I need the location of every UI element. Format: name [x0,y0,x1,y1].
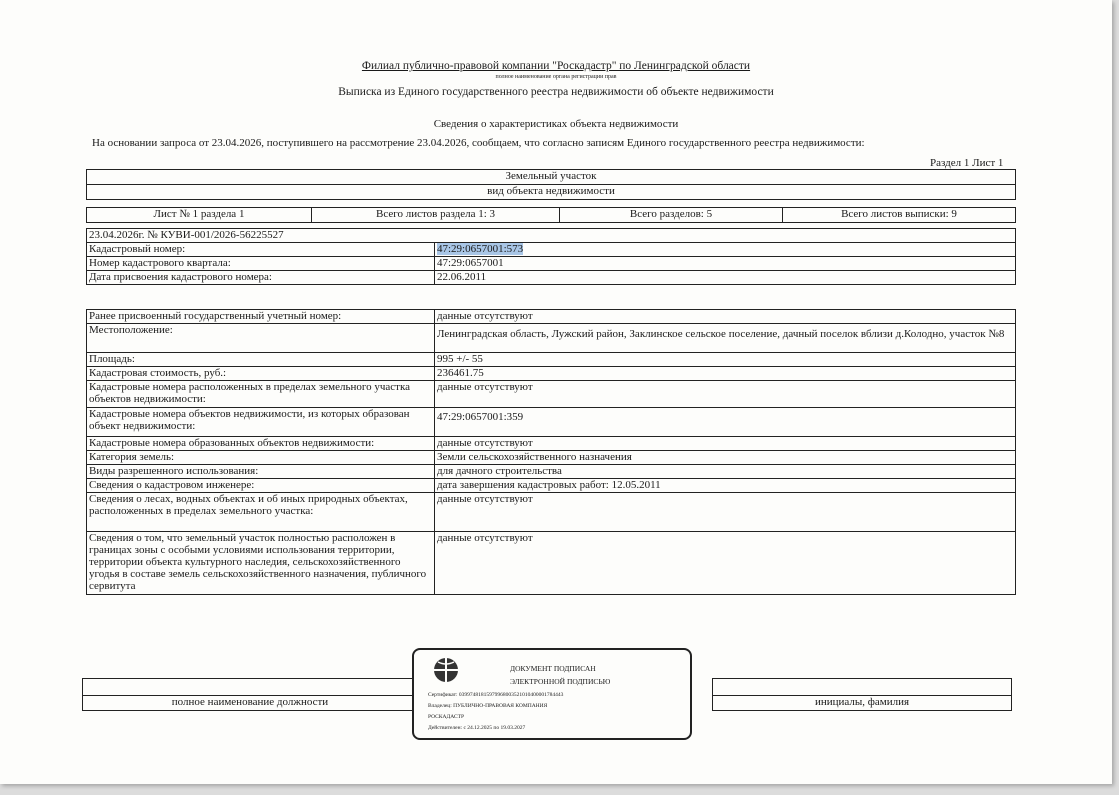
row-label: Виды разрешенного использования: [87,465,435,479]
row-value: дата завершения кадастровых работ: 12.05.2011 [435,479,1016,493]
row-label: Сведения о том, что земельный участок полностью расположен в границах зоны с особыми условиями использования территории, территории объекта культурного наследия, сельскохозяйственного угодья в составе земель сельскохозяйственного назначения, публичного сервитута [87,532,435,595]
sheet-info-table [86,207,1016,223]
table-row [87,451,1016,465]
table-row [87,465,1016,479]
section-title: Сведения о характеристиках объекта недвижимости [433,118,679,130]
row-value: данные отсутствуют [435,381,1016,408]
roskadastr-logo-icon [432,656,460,684]
table-row [87,408,1016,437]
row-value: данные отсутствуют [435,493,1016,532]
row-value: для дачного строительства [435,465,1016,479]
row-label: Дата присвоения кадастрового номера: [87,271,435,285]
row-label: Кадастровые номера объектов недвижимости, из которых образован объект недвижимости: [87,408,435,437]
row-value: Земли сельскохозяйственного назначения [435,451,1016,465]
table-row [87,353,1016,367]
table-row [87,257,1016,271]
table-row [87,310,1016,324]
stamp-line1: ДОКУМЕНТ ПОДПИСАН [510,664,596,673]
row-value: Ленинградская область, Лужский район, Заклинское сельское поселение, дачный поселок вблизи д.Колодно, участок №8 [435,324,1016,353]
organization-caption: полное наименование органа регистрации прав [495,74,617,80]
details-table [86,309,1016,595]
name-caption: инициалы, фамилия [713,696,1012,711]
table-row [87,271,1016,285]
table-row [87,479,1016,493]
row-label: Кадастровые номера расположенных в пределах земельного участка объектов недвижимости: [87,381,435,408]
object-type-table [86,169,1016,200]
electronic-signature-stamp [412,648,692,740]
record-number: 23.04.2026г. № КУВИ-001/2026-56225527 [87,229,1016,243]
row-label: Сведения о лесах, водных объектах и об иных природных объектах, расположенных в пределах земельного участка: [87,493,435,532]
row-label: Кадастровый номер: [87,243,435,257]
object-type: Земельный участок [87,170,1016,185]
row-value: 236461.75 [435,367,1016,381]
row-label: Кадастровая стоимость, руб.: [87,367,435,381]
row-label: Сведения о кадастровом инженере: [87,479,435,493]
stamp-line2: ЭЛЕКТРОННОЙ ПОДПИСЬЮ [510,677,611,686]
row-value: данные отсутствуют [435,310,1016,324]
row-value: 995 +/- 55 [435,353,1016,367]
row-value: 47:29:0657001 [435,257,1016,271]
total-section-sheets: Всего листов раздела 1: 3 [312,208,560,223]
cadastral-number[interactable] [435,243,1016,257]
row-label: Номер кадастрового квартала: [87,257,435,271]
row-label: Местоположение: [87,324,435,353]
stamp-owner2: РОСКАДАСТР [428,714,465,720]
record-table [86,228,1016,285]
table-row [87,324,1016,353]
intro-text: На основании запроса от 23.04.2026, поступившего на рассмотрение 23.04.2026, сообщаем, что согласно записям Единого государственного реестра недвижимости: [92,137,865,149]
document-title: Выписка из Единого государственного реестра недвижимости об объекте недвижимости [338,86,774,98]
total-sections: Всего разделов: 5 [560,208,783,223]
stamp-cert: Сертификат: 03997481815979968003521010400001784443 [428,692,564,698]
stamp-owner: Владелец: ПУБЛИЧНО-ПРАВОВАЯ КОМПАНИЯ [428,703,548,709]
highlighted-value[interactable]: 47:29:0657001:573 [437,243,524,255]
total-extract-sheets: Всего листов выписки: 9 [783,208,1016,223]
section-sheet-label: Раздел 1 Лист 1 [930,157,1004,169]
row-label: Кадастровые номера образованных объектов недвижимости: [87,437,435,451]
organization-name: Филиал публично-правовой компании "Роскадастр" по Ленинградской области [361,60,751,72]
table-row [87,532,1016,595]
table-row [87,367,1016,381]
row-value: данные отсутствуют [435,437,1016,451]
stamp-valid: Действителен: с 24.12.2025 по 19.03.2027 [428,725,526,731]
row-value: данные отсутствуют [435,532,1016,595]
table-row [87,437,1016,451]
row-value: 22.06.2011 [435,271,1016,285]
position-caption: полное наименование должности [83,696,418,711]
sheet-number: Лист № 1 раздела 1 [87,208,312,223]
row-label: Ранее присвоенный государственный учетный номер: [87,310,435,324]
row-value: 47:29:0657001:359 [435,408,1016,437]
row-label: Площадь: [87,353,435,367]
table-row [87,493,1016,532]
object-type-caption: вид объекта недвижимости [87,185,1016,200]
row-label: Категория земель: [87,451,435,465]
table-row [87,243,1016,257]
table-row [87,381,1016,408]
